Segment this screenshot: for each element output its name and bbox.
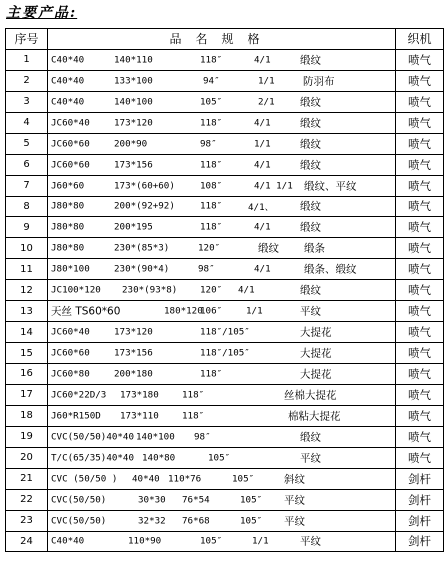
row-spec: [48, 427, 396, 448]
row-number: 9: [6, 217, 48, 238]
spec-density: 140*100: [136, 431, 175, 443]
row-loom: 喷气: [396, 113, 444, 134]
spec-yarn: JC60*22D/3: [51, 389, 107, 401]
spec-density: 173*156: [114, 159, 153, 171]
row-spec: [48, 490, 396, 511]
row-spec: [48, 113, 396, 134]
spec-width: 98″: [198, 263, 215, 275]
spec-width: 118″: [182, 389, 205, 401]
row-loom: 喷气: [396, 92, 444, 113]
table-row: [6, 197, 444, 218]
spec-weave: 丝棉大提花: [284, 389, 337, 402]
spec-yarn: JC60*60: [51, 138, 90, 150]
row-spec: [48, 71, 396, 92]
row-loom: 剑杆: [396, 532, 444, 553]
row-loom: 喷气: [396, 50, 444, 71]
spec-weave: 缎纹: [300, 117, 321, 130]
row-loom: 喷气: [396, 448, 444, 469]
spec-density: 173*120: [114, 117, 153, 129]
table-row: [6, 259, 444, 280]
table-row: [6, 364, 444, 385]
spec-weave: 缎纹: [300, 221, 321, 234]
spec-width: 118″: [200, 117, 223, 129]
spec-weave: 平纹: [300, 305, 321, 318]
spec-density: 173*120: [114, 326, 153, 338]
spec-width: 94″: [203, 75, 220, 87]
row-loom: 喷气: [396, 301, 444, 322]
table-row: [6, 406, 444, 427]
spec-yarn: C40*40: [51, 96, 85, 108]
row-number: 22: [6, 490, 48, 511]
spec-density: 230*(93*8): [122, 284, 178, 296]
row-number: 17: [6, 385, 48, 406]
row-loom: 喷气: [396, 364, 444, 385]
row-number: 10: [6, 238, 48, 259]
spec-weave: 平纹: [300, 535, 321, 548]
spec-yarn: CVC(50/50)40*40: [51, 431, 134, 443]
row-spec: [48, 197, 396, 218]
spec-weave: 大提花: [300, 326, 332, 339]
row-number: 13: [6, 301, 48, 322]
spec-density: 173*(60+60): [114, 180, 175, 192]
row-loom: 喷气: [396, 427, 444, 448]
spec-weave-ratio: 4/1: [254, 117, 271, 129]
table-row: [6, 176, 444, 197]
spec-width: 118″: [182, 410, 205, 422]
table-row: [6, 113, 444, 134]
spec-density: 200*195: [114, 221, 153, 233]
table-row: [6, 217, 444, 238]
row-loom: 喷气: [396, 280, 444, 301]
spec-density: 200*90: [114, 138, 148, 150]
row-spec: [48, 280, 396, 301]
spec-weave: 平纹: [284, 515, 305, 528]
spec-yarn: JC60*80: [51, 368, 90, 380]
spec-density: 133*100: [114, 75, 153, 87]
spec-yarn: C40*40: [51, 535, 85, 547]
spec-density: 110*90: [128, 535, 162, 547]
row-number: 23: [6, 511, 48, 532]
spec-weave-ratio: 4/1、: [248, 202, 274, 214]
spec-weave: 缎纹: [300, 138, 321, 151]
table-row: [6, 427, 444, 448]
table-row: [6, 448, 444, 469]
spec-weave: 平纹: [284, 494, 305, 507]
spec-weave: 棉粘大提花: [288, 410, 341, 423]
row-spec: [48, 385, 396, 406]
row-loom: 喷气: [396, 406, 444, 427]
spec-weave-ratio: 1/1: [252, 535, 269, 547]
spec-width: 118″: [200, 54, 223, 66]
spec-weave: 缎条、缎纹: [304, 263, 357, 276]
spec-weave-ratio: 4/1: [254, 159, 271, 171]
spec-density: 230*(90*4): [114, 263, 170, 275]
row-loom: 喷气: [396, 155, 444, 176]
spec-yarn: CVC(50/50): [51, 515, 107, 527]
spec-density: 173*180: [120, 389, 159, 401]
row-loom: 喷气: [396, 176, 444, 197]
row-number: 5: [6, 134, 48, 155]
row-spec: [48, 134, 396, 155]
table-row: [6, 50, 444, 71]
row-loom: 喷气: [396, 259, 444, 280]
table-row: [6, 490, 444, 511]
spec-yarn: J80*100: [51, 263, 90, 275]
row-spec: [48, 238, 396, 259]
row-number: 24: [6, 532, 48, 553]
row-spec: [48, 469, 396, 490]
row-spec: [48, 92, 396, 113]
spec-density: 30*30: [138, 494, 166, 506]
table-row: [6, 71, 444, 92]
row-number: 3: [6, 92, 48, 113]
row-spec: [48, 217, 396, 238]
spec-width: 105″: [208, 452, 231, 464]
spec-width: 108″: [200, 180, 223, 192]
row-number: 8: [6, 197, 48, 218]
table-row: [6, 155, 444, 176]
spec-weave-ratio: 4/1 1/1: [254, 180, 293, 192]
row-number: 12: [6, 280, 48, 301]
spec-yarn: T/C(65/35)40*40: [51, 452, 134, 464]
table-row: [6, 280, 444, 301]
spec-width: 76*54: [182, 494, 210, 506]
spec-weave-ratio: 2/1: [258, 96, 275, 108]
spec-width: 98″: [194, 431, 211, 443]
spec-density: 32*32: [138, 515, 166, 527]
spec-yarn: J60*R150D: [51, 410, 101, 422]
spec-weave: 缎纹: [300, 284, 321, 297]
spec-yarn: J80*80: [51, 200, 85, 212]
table-row: [6, 238, 444, 259]
spec-weave: 缎纹、平纹: [304, 180, 357, 193]
spec-yarn: C40*40: [51, 75, 85, 87]
row-loom: 喷气: [396, 385, 444, 406]
spec-width: 118″: [200, 159, 223, 171]
table-row: [6, 343, 444, 364]
spec-width: 98″: [200, 138, 217, 150]
spec-yarn: JC100*120: [51, 284, 101, 296]
spec-weave-ratio: 105″: [232, 473, 255, 485]
row-number: 16: [6, 364, 48, 385]
spec-density: 140*80: [142, 452, 176, 464]
row-number: 1: [6, 50, 48, 71]
spec-width: 118″: [200, 221, 223, 233]
row-spec: [48, 259, 396, 280]
spec-weave: 斜纹: [284, 473, 305, 486]
spec-weave-ratio: 4/1: [254, 263, 271, 275]
spec-weave: 大提花: [300, 368, 332, 381]
row-loom: 剑杆: [396, 490, 444, 511]
spec-weave-ratio: 1/1: [246, 305, 263, 317]
row-spec: [48, 364, 396, 385]
product-table: [5, 28, 444, 552]
row-spec: [48, 406, 396, 427]
row-loom: 喷气: [396, 71, 444, 92]
spec-width: 118″: [200, 368, 223, 380]
spec-yarn: JC60*60: [51, 159, 90, 171]
row-number: 20: [6, 448, 48, 469]
header-no: 序号: [6, 29, 48, 50]
spec-density: 230*(85*3): [114, 242, 170, 254]
row-loom: 喷气: [396, 322, 444, 343]
spec-weave: 平纹: [300, 452, 321, 465]
spec-width: 106″: [200, 305, 223, 317]
spec-weave-ratio: 105″: [240, 494, 263, 506]
row-loom: 喷气: [396, 197, 444, 218]
row-spec: [48, 301, 396, 322]
spec-weave: 缎纹: [300, 96, 321, 109]
row-number: 4: [6, 113, 48, 134]
row-loom: 喷气: [396, 217, 444, 238]
spec-weave: 缎纹: [300, 159, 321, 172]
spec-weave: 缎纹: [300, 54, 321, 67]
spec-density: 173*110: [120, 410, 159, 422]
row-spec: [48, 176, 396, 197]
spec-density: 180*120: [164, 305, 203, 317]
section-heading: 主要产品:: [6, 5, 78, 21]
spec-weave: 缎纹: [300, 200, 321, 213]
row-number: 15: [6, 343, 48, 364]
row-number: 14: [6, 322, 48, 343]
row-number: 19: [6, 427, 48, 448]
table-row: [6, 92, 444, 113]
spec-weave: 大提花: [300, 347, 332, 360]
spec-yarn: CVC (50/50 ): [51, 473, 118, 485]
spec-density: 40*40: [132, 473, 160, 485]
spec-width: 120″: [198, 242, 221, 254]
table-row: [6, 385, 444, 406]
row-spec: [48, 511, 396, 532]
spec-width: 118″/105″: [200, 326, 250, 338]
spec-yarn: JC60*40: [51, 117, 90, 129]
table-header: [6, 29, 444, 50]
spec-width: 105″: [200, 535, 223, 547]
spec-weave: 防羽布: [303, 75, 335, 88]
table-row: [6, 301, 444, 322]
row-number: 11: [6, 259, 48, 280]
table-row: [6, 532, 444, 553]
table-row: [6, 134, 444, 155]
spec-weave-ratio: 4/1: [254, 221, 271, 233]
spec-weave-ratio: 105″: [240, 515, 263, 527]
header-spec: 品名规格: [48, 29, 396, 50]
spec-density: 140*100: [114, 96, 153, 108]
spec-weave-ratio: 1/1: [258, 75, 275, 87]
header-loom: 织机: [396, 29, 444, 50]
row-number: 21: [6, 469, 48, 490]
row-number: 7: [6, 176, 48, 197]
spec-density: 173*156: [114, 347, 153, 359]
spec-weave: 缎纹: [300, 431, 321, 444]
row-spec: [48, 343, 396, 364]
spec-width: 110*76: [168, 473, 202, 485]
spec-yarn: CVC(50/50): [51, 494, 107, 506]
row-number: 2: [6, 71, 48, 92]
spec-yarn: J80*80: [51, 221, 85, 233]
spec-width: 105″: [200, 96, 223, 108]
table-row: [6, 322, 444, 343]
spec-density: 200*(92+92): [114, 200, 175, 212]
spec-width: 118″: [200, 200, 223, 212]
spec-width: 76*68: [182, 515, 210, 527]
row-number: 18: [6, 406, 48, 427]
table-row: [6, 469, 444, 490]
spec-yarn: J80*80: [51, 242, 85, 254]
spec-yarn: JC60*60: [51, 347, 90, 359]
row-number: 6: [6, 155, 48, 176]
row-spec: [48, 50, 396, 71]
spec-weave-ratio: 1/1: [254, 138, 271, 150]
row-spec: [48, 448, 396, 469]
row-loom: 剑杆: [396, 469, 444, 490]
spec-yarn: C40*40: [51, 54, 85, 66]
spec-weave: 缎条: [304, 242, 325, 255]
spec-width: 118″/105″: [200, 347, 250, 359]
row-loom: 喷气: [396, 238, 444, 259]
row-loom: 喷气: [396, 343, 444, 364]
spec-weave-ratio: 4/1: [238, 284, 255, 296]
table-row: [6, 511, 444, 532]
spec-density: 140*110: [114, 54, 153, 66]
row-spec: [48, 532, 396, 553]
row-spec: [48, 322, 396, 343]
row-loom: 剑杆: [396, 511, 444, 532]
spec-weave-ratio: 4/1: [254, 54, 271, 66]
spec-yarn: 天丝 TS60*60: [51, 305, 121, 318]
table-body: [6, 50, 444, 553]
spec-yarn: J60*60: [51, 180, 85, 192]
row-loom: 喷气: [396, 134, 444, 155]
row-spec: [48, 155, 396, 176]
spec-weave-ratio: 缎纹: [258, 242, 279, 255]
spec-density: 200*180: [114, 368, 153, 380]
spec-yarn: JC60*40: [51, 326, 90, 338]
spec-width: 120″: [200, 284, 223, 296]
